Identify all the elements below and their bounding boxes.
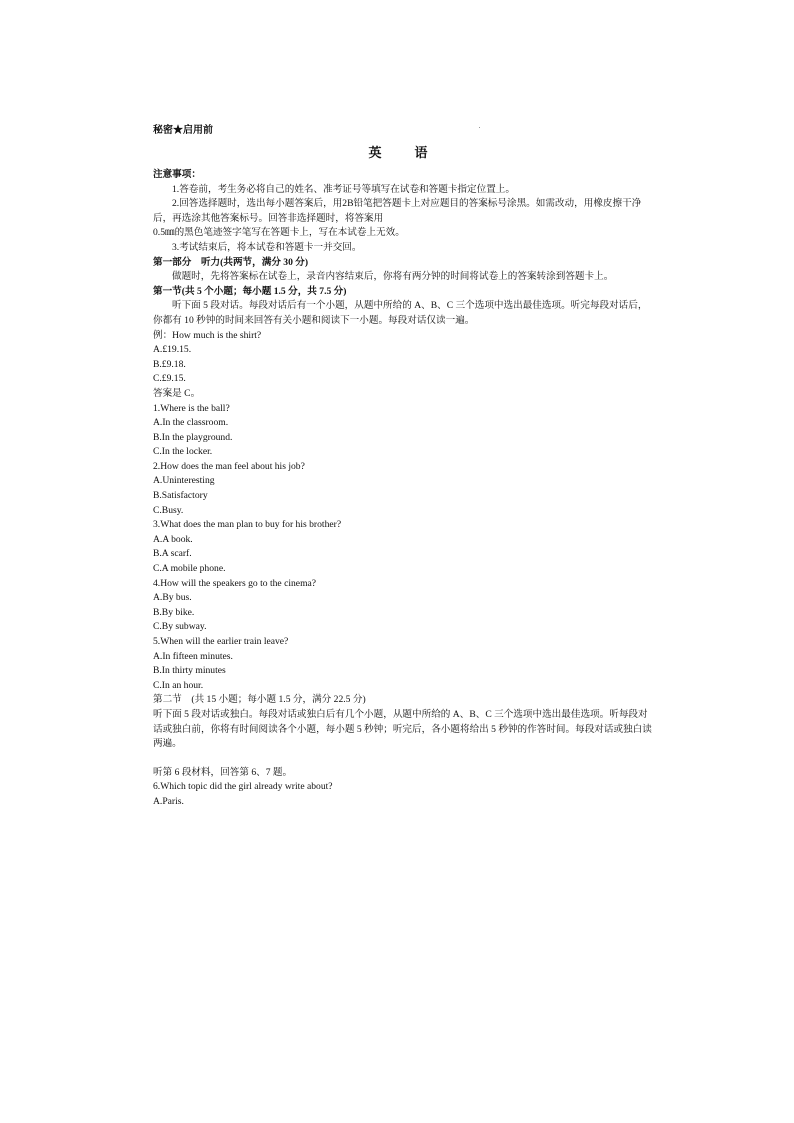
question-1-option-a: A.In the classroom. bbox=[153, 417, 229, 429]
question-5-option-c: C.In an hour. bbox=[153, 679, 204, 691]
section1-heading: 第一节(共 5 个小题；每小题 1.5 分，共 7.5 分) bbox=[153, 285, 347, 297]
material-6-instruction: 听第 6 段材料，回答第 6、7 题。 bbox=[153, 766, 293, 778]
question-2-option-b: B.Satisfactory bbox=[153, 490, 208, 502]
example-option-a: A.£19.15. bbox=[153, 344, 192, 356]
part1-instruction: 做题时，先将答案标在试卷上，录音内容结束后，你将有两分钟的时间将试卷上的答案转涂到答题卡上。 bbox=[172, 271, 614, 283]
question-2-option-c: C.Busy. bbox=[153, 504, 184, 516]
question-3-option-a: A.A book. bbox=[153, 533, 193, 545]
question-2: 2.How does the man feel about his job? bbox=[153, 460, 305, 472]
notes-heading: 注意事项： bbox=[153, 169, 201, 180]
example-option-c: C.£9.15. bbox=[153, 373, 186, 385]
part1-heading: 第一部分 听力(共两节，满分 30 分) bbox=[153, 256, 309, 268]
question-5: 5.When will the earlier train leave? bbox=[153, 636, 289, 647]
question-5-option-a: A.In fifteen minutes. bbox=[153, 650, 233, 662]
question-1-option-c: C.In the locker. bbox=[153, 446, 213, 458]
question-6-option-a: A.Paris. bbox=[153, 795, 184, 807]
question-5-option-b: B.In thirty minutes bbox=[153, 665, 226, 677]
question-3-option-c: C.A mobile phone. bbox=[153, 563, 226, 575]
secret-label: 秘密★启用前 bbox=[153, 125, 213, 136]
example-option-b: B.£9.18. bbox=[153, 358, 186, 370]
question-2-option-a: A.Uninteresting bbox=[153, 475, 215, 487]
question-4-option-b: B.By bike. bbox=[153, 606, 195, 618]
note-item-2: 2.回答选择题时，选出每小题答案后，用2B铅笔把答题卡上对应题目的答案标号涂黑。如需改动，用橡皮擦干净后，再选涂其他答案标号。回答非选择题时，将答案用 bbox=[153, 198, 642, 224]
note-item-3: 3.考试结束后，将本试卷和答题卡一并交回。 bbox=[172, 241, 362, 253]
question-1-option-b: B.In the playground. bbox=[153, 431, 233, 443]
section2-instruction: 听下面 5 段对话或独白。每段对话或独白后有几个小题，从题中所给的 A、B、C 三个选项中选出最佳选项。听每段对话或独白前，你将有时间阅读各个小题，每小题 5 秒钟；听完后，各小题将给出 5 秒钟的作答时间。每段对话或独白读两遍。 bbox=[153, 708, 652, 750]
example-question: 例：How much is the shirt? bbox=[153, 329, 262, 341]
question-4: 4.How will the speakers go to the cinema? bbox=[153, 577, 317, 589]
note-item-1: 1.答卷前，考生务必将自己的姓名、准考证号等填写在试卷和答题卡指定位置上。 bbox=[172, 183, 515, 195]
section2-heading: 第二节 (共 15 小题；每小题 1.5 分，满分 22.5 分) bbox=[153, 694, 366, 706]
question-1: 1.Where is the ball? bbox=[153, 402, 230, 414]
subject-title: 英 语 bbox=[368, 145, 438, 160]
section1-instruction: 听下面 5 段对话。每段对话后有一个小题，从题中所给的 A、B、C 三个选项中选出最佳选项。听完每段对话后，你都有 10 秒钟的时间来回答有关小题和阅读下一小题。每段对话仅读一遍。 bbox=[153, 300, 648, 326]
question-3-option-b: B.A scarf. bbox=[153, 548, 192, 560]
example-answer: 答案是 C。 bbox=[153, 387, 201, 399]
question-4-option-a: A.By bus. bbox=[153, 592, 192, 604]
page-content bbox=[153, 124, 653, 810]
spacer bbox=[153, 752, 653, 766]
question-6: 6.Which topic did the girl already write about? bbox=[153, 781, 333, 793]
note-item-2-cont: 0.5㎜的黑色笔迹签字笔写在答题卡上，写在本试卷上无效。 bbox=[153, 227, 405, 239]
question-3: 3.What does the man plan to buy for his brother? bbox=[153, 519, 342, 531]
question-4-option-c: C.By subway. bbox=[153, 621, 207, 633]
